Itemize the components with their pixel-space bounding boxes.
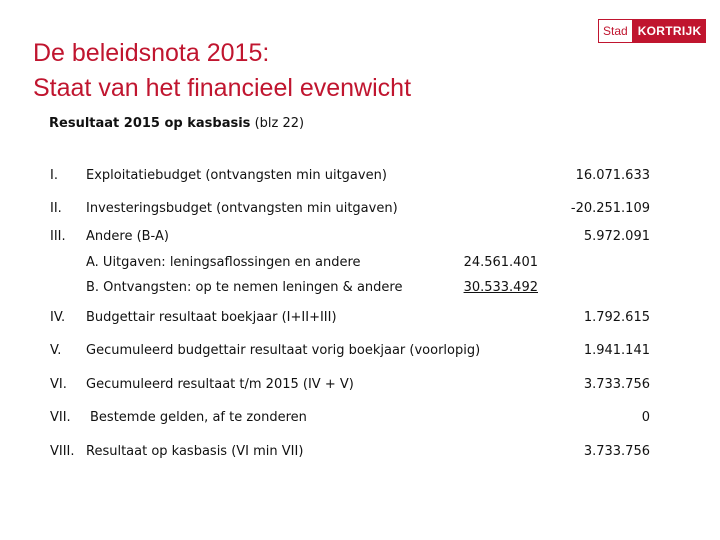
stad-kortrijk-logo — [598, 19, 706, 43]
row-label: Exploitatiebudget (ontvangsten min uitgaven) — [86, 168, 387, 183]
row-amount: 3.733.756 — [583, 444, 650, 459]
logo-city-text: KORTRIJK — [633, 19, 707, 43]
row-amount: 0 — [641, 410, 650, 425]
row-amount: 16.071.633 — [575, 168, 650, 183]
row-number: IV. — [50, 310, 66, 325]
subtitle-note: (blz 22) — [254, 116, 305, 131]
table-row — [0, 201, 720, 221]
row-number: V. — [50, 343, 62, 358]
row-label: Budgettair resultaat boekjaar (I+II+III) — [86, 310, 337, 325]
row-label: A. Uitgaven: leningsaflossingen en andere — [86, 255, 361, 270]
table-row — [0, 343, 720, 363]
table-row — [0, 310, 720, 330]
table-row — [0, 168, 720, 188]
row-label: B. Ontvangsten: op te nemen leningen & andere — [86, 280, 403, 295]
row-number: I. — [50, 168, 58, 183]
table-subtitle — [49, 116, 304, 131]
row-label: Gecumuleerd budgettair resultaat vorig boekjaar (voorlopig) — [86, 343, 481, 358]
row-amount: 1.792.615 — [583, 310, 650, 325]
table-row — [0, 229, 720, 249]
row-amount: 5.972.091 — [583, 229, 650, 244]
row-number: VII. — [50, 410, 71, 425]
logo-stad-text: Stad — [598, 19, 633, 43]
row-number: III. — [50, 229, 66, 244]
row-label: Bestemde gelden, af te zonderen — [90, 410, 307, 425]
row-number: II. — [50, 201, 62, 216]
table-subrow — [0, 255, 720, 275]
table-subrow — [0, 280, 720, 300]
row-amount: -20.251.109 — [570, 201, 650, 216]
title-line-1: De beleidsnota 2015: — [33, 39, 270, 67]
table-row — [0, 444, 720, 464]
row-label: Gecumuleerd resultaat t/m 2015 (IV + V) — [86, 377, 354, 392]
row-label: Investeringsbudget (ontvangsten min uitgaven) — [86, 201, 398, 216]
row-amount: 3.733.756 — [583, 377, 650, 392]
page-title — [33, 36, 411, 106]
table-row — [0, 410, 720, 430]
row-sub-amount: 30.533.492 — [463, 280, 538, 295]
title-line-2: Staat van het financieel evenwicht — [33, 74, 412, 102]
row-label: Resultaat op kasbasis (VI min VII) — [86, 444, 304, 459]
row-sub-amount: 24.561.401 — [463, 255, 538, 270]
row-number: VIII. — [50, 444, 75, 459]
row-amount: 1.941.141 — [583, 343, 650, 358]
row-number: VI. — [50, 377, 67, 392]
table-row — [0, 377, 720, 397]
subtitle-bold: Resultaat 2015 op kasbasis — [49, 116, 251, 131]
row-label: Andere (B-A) — [86, 229, 169, 244]
